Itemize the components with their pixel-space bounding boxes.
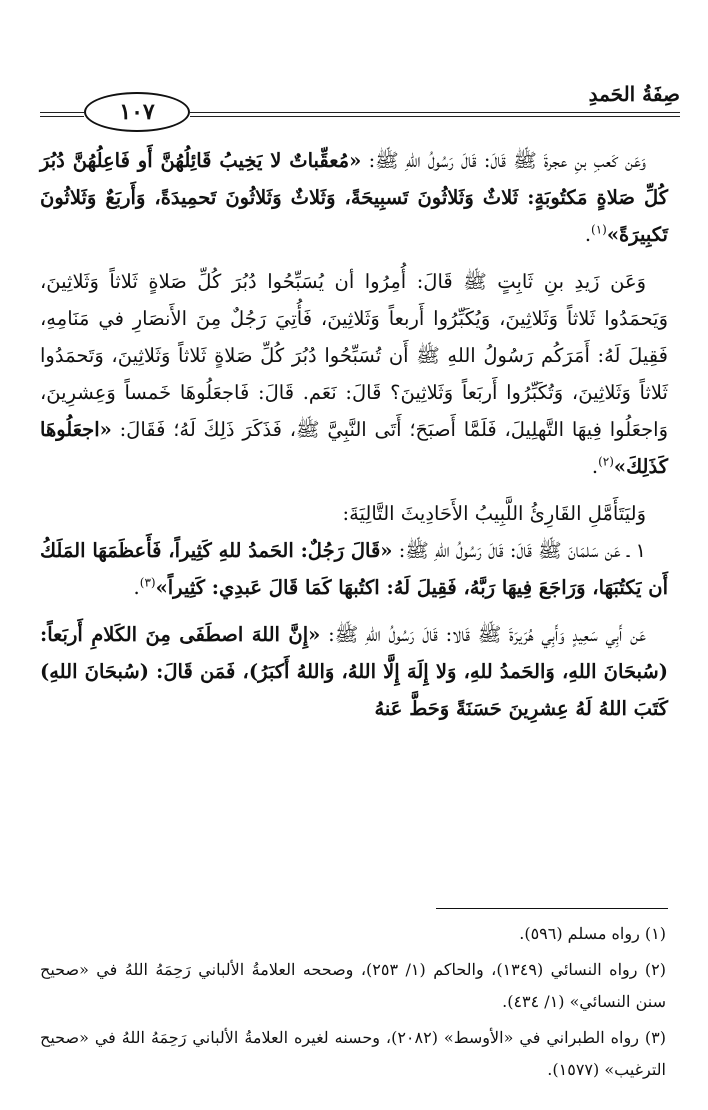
footnote-separator (436, 908, 668, 909)
paragraph-intro: وَعَن زَيدِ بنِ ثَابِتٍ ﷺ قَالَ: أُمِرُوا أن يُسَبِّحُوا دُبُرَ كُلِّ صَلاةٍ ثَلاثاً وَثَلاثِينَ، وَيَحمَدُوا ثَلاثاً وَثَلاثِينَ، وَيُكَبِّرُوا أَربعاً وَثَلاثِينَ، فَأُتِيَ رَجُلٌ مِنَ الأَنصَارِ في مَنَامِهِ، فَقِيلَ لَهُ: أَمَرَكُم رَسُولُ اللهِ ﷺ أَن تُسَبِّحُوا دُبُرَ كُلِّ صَلاةٍ ثَلاثاً وَثَلاثِينَ، وَتَحمَدُوا ثَلاثاً وَثَلاثِينَ، وَتُكَبِّرُوا أَربَعاً وَثَلاثِينَ؟ قَالَ: نَعَم. قَالَ: فَاجعَلُوهَا خَمساً وَعِشرِينَ، وَاجعَلُوا فِيهَا التَّهلِيلَ، فَلَمَّا أَصبَحَ؛ أَتَى النَّبِيَّ ﷺ، فَذَكَرَ ذَلِكَ لَهُ؛ فَقَالَ: (40, 270, 668, 441)
footnote-marker: (٢) (598, 454, 614, 469)
page-number-oval (84, 92, 190, 132)
footnote-marker: (١) (591, 222, 607, 237)
header-rule-top (190, 112, 680, 113)
paragraph (40, 532, 668, 606)
paragraph (40, 616, 668, 727)
footnotes (40, 918, 668, 1090)
paragraph-intro: عَن أَبِي سَعِيدٍ وَأَبِي هُرَيرَةَ ﷺ قَالا: قَالَ رَسُولُ اللهِ ﷺ: (320, 623, 646, 646)
paragraph (40, 495, 668, 532)
main-text (40, 142, 668, 737)
footnote-marker: (٣) (139, 575, 156, 590)
header-rule-left-bottom (40, 116, 84, 117)
paragraph-intro: وَليَتَأَمَّلِ القَارِئُ اللَّبِيبُ الأَحَادِيثَ التَّالِيَةَ: (342, 502, 646, 525)
paragraph-intro: ١ ـ عَن سَلمَانَ ﷺ قَالَ: قَالَ رَسُولُ اللهِ ﷺ: (392, 539, 646, 562)
footnote: (٢) رواه النسائي (١٣٤٩)، والحاكم (١/ ٢٥٣)، وصححه العلامةُ الألباني رَحِمَهُ اللهُ في «صحيح سنن النسائي» (١/ ٤٣٤). (40, 960, 667, 1011)
paragraph-end: . (591, 455, 599, 478)
hadith-quote: «مُعقِّباتٌ لا يَخِيبُ قَائِلُهُنَّ أَو فَاعِلُهُنَّ دُبُرَ كُلِّ صَلاةٍ مَكتُوبَةٍ: ثَلاثٌ وَثَلاثُونَ تَسبِيحَةً، وَثَلاثٌ وَثَلاثُونَ تَحمِيدَةً، وَأَربَعٌ وَثَلاثُونَ تَكبِيرَةً» (40, 149, 668, 246)
header-rule-left-top (40, 112, 84, 113)
hadith-quote: «قَالَ رَجُلٌ: الحَمدُ للهِ كَثِيراً، فَأَعظَمَهَا المَلَكُ أَن يَكتُبَهَا، وَرَاجَعَ فِيهَا رَبَّهُ، فَقِيلَ لَهُ: اكتُبهَا كَمَا قَالَ عَبدِي: كَثِيراً» (40, 539, 668, 599)
header-rule-bottom (190, 116, 680, 117)
footnote: (٣) رواه الطبراني في «الأوسط» (٢٠٨٢)، وحسنه لغيره العلامةُ الألباني رَحِمَهُ اللهُ في «صحيح الترغيب» (١٥٧٧). (40, 1028, 666, 1079)
paragraph-intro: وَعَن كَعبِ بنِ عجرةَ ﷺ قَالَ: قَالَ رَسُولُ اللهِ ﷺ: (361, 149, 647, 172)
paragraph-end: . (133, 576, 140, 599)
hadith-quote: «إِنَّ اللهَ اصطَفَى مِنَ الكَلامِ أَربَعاً: (سُبحَانَ اللهِ، وَالحَمدُ للهِ، وَلا إِلَهَ إِلَّا اللهُ، وَاللهُ أَكبَرُ)، فَمَن قَالَ: (سُبحَانَ اللهِ) كَتَبَ اللهُ لَهُ عِشرِينَ حَسَنَةً وَحَطَّ عَنهُ (40, 623, 668, 720)
paragraph (40, 263, 668, 485)
hadith-quote: «اجعَلُوهَا كَذَلِكَ» (40, 418, 668, 478)
page-number: ١٠٧ (119, 99, 155, 125)
running-title: صِفَةُ الحَمدِ (588, 82, 680, 106)
paragraph (40, 142, 668, 253)
page-header (40, 76, 680, 136)
paragraph-end: . (584, 223, 592, 246)
footnote: (١) رواه مسلم (٥٩٦). (519, 924, 666, 943)
